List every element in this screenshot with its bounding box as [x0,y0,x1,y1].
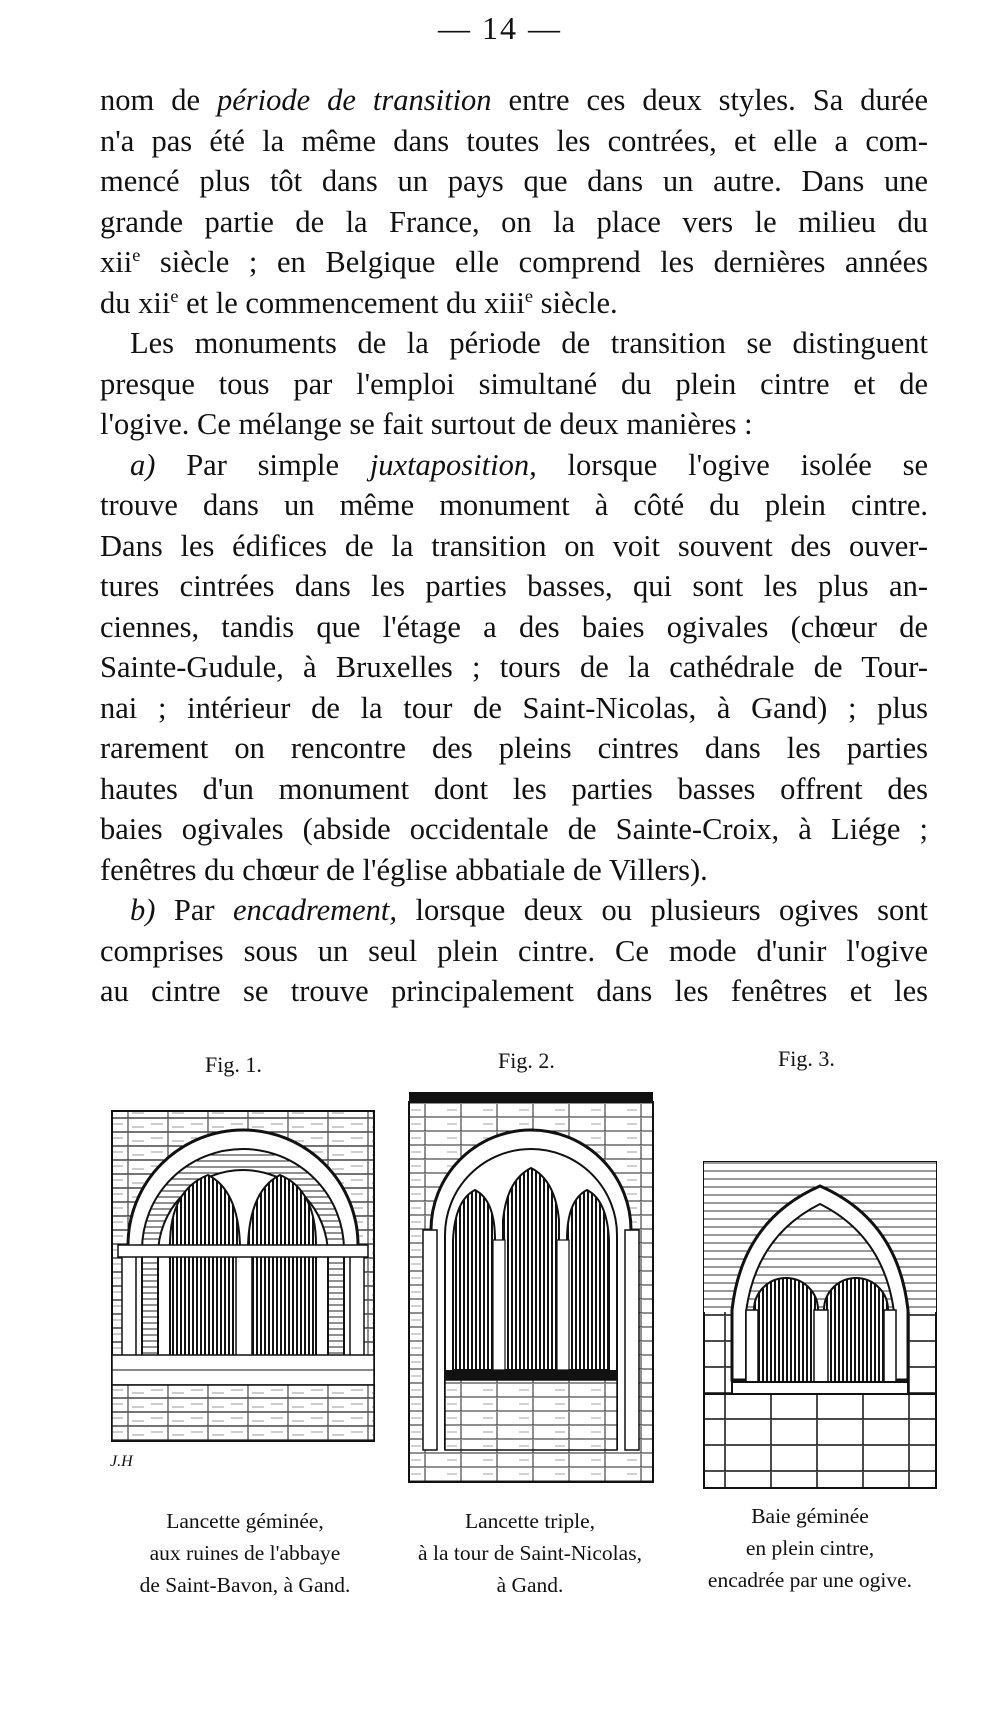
figure-2-caption-line-3: à Gand. [496,1573,564,1597]
figure-2-caption-line-1: Lancette triple, [464,1509,596,1533]
emphasis-encadrement: encadrement, [233,893,398,927]
figure-1-caption [100,1505,390,1601]
paragraph-4-line-1: b) Par encadrement, lorsque deux ou plusieurs ogives sont [130,893,928,927]
paragraph-3-line-9: hautes d'un monument dont les parties basses offrent des [100,771,928,806]
list-marker-b: b) [130,893,156,927]
figure-2-illustration [407,1090,655,1485]
paragraph-2-line-2: presque tous par l'emploi simultané du plein cintre et de [100,366,928,401]
paragraph-3-line-1: a) Par simple juxtaposition, lorsque l'ogive isolée se [130,447,928,482]
paragraph-1-line-3: mencé plus tôt dans un pays que dans un autre. Dans une [100,164,928,198]
paragraph-3-line-7: nai ; intérieur de la tour de Saint-Nicolas, à Gand) ; plus [100,690,928,725]
paragraph-4-line-2: comprises sous un seul plein cintre. Ce mode d'unir l'ogive [100,933,928,968]
body-text [100,80,928,1012]
figure-3-caption-line-2: en plein cintre, [745,1536,875,1560]
paragraph-4-line-3: au cintre se trouve principalement dans les fenêtres et les [100,974,928,1008]
paragraph-3-line-6: Sainte-Gudule, à Bruxelles ; tours de la cathédrale de Tour- [100,650,928,684]
paragraph-1-line-4: grande partie de la France, on la place vers le milieu du [100,204,928,239]
paragraph-1-line-1: nom de période de transition entre ces deux styles. Sa durée [100,83,928,117]
paragraph-1-line-6: du xii$^e$ et le commencement du xiii$^e$ siècle. [100,285,618,320]
page-number: — 14 — [438,10,562,46]
list-marker-a: a) [130,447,156,482]
figure-1-signature: J.H [110,1453,133,1470]
figure-2-label: Fig. 2. [498,1048,555,1073]
paragraph-3-line-8: rarement on rencontre des pleins cintres dans les parties [100,731,928,765]
figure-1-caption-line-1: Lancette géminée, [166,1509,324,1533]
paragraph-3-line-2: trouve dans un même monument à côté du plein cintre. [100,488,928,522]
figure-3-caption-line-1: Baie géminée [751,1504,869,1528]
figure-3-caption-line-3: encadrée par une ogive. [707,1568,913,1592]
paragraph-1-line-2: n'a pas été la même dans toutes les contrées, et elle a com- [100,123,928,158]
figure-1-caption-line-3: de Saint-Bavon, à Gand. [139,1573,351,1597]
paragraph-3-line-3: Dans les édifices de la transition on voit souvent des ouver- [100,528,928,563]
figure-1-caption-line-2: aux ruines de l'abbaye [149,1541,341,1565]
paragraph-3-line-4: tures cintrées dans les parties basses, qui sont les plus an- [100,569,928,603]
paragraph-2-line-3: l'ogive. Ce mélange se fait surtout de deux manières : [100,407,753,441]
figure-2-caption-line-2: à la tour de Saint-Nicolas, [418,1541,642,1565]
figure-3-caption [665,1500,955,1596]
paragraph-3-line-11: fenêtres du chœur de l'église abbatiale de Villers). [100,852,708,887]
paragraph-3-line-10: baies ogivales (abside occidentale de Sainte-Croix, à Liége ; [100,812,928,846]
figure-3-label: Fig. 3. [778,1046,835,1071]
emphasis-periode-de-transition: période de transition [216,83,492,117]
figure-1-label: Fig. 1. [205,1052,262,1077]
figure-3-illustration [702,1160,938,1490]
emphasis-juxtaposition: juxtaposition, [369,447,537,482]
figure-1-illustration [108,1105,378,1485]
figure-2-caption [385,1505,675,1601]
paragraph-2-line-1: Les monuments de la période de transition se distinguent [130,326,928,360]
paragraph-1-line-5: xii$^e$ siècle ; en Belgique elle comprend les dernières années [100,244,928,279]
paragraph-3-line-5: ciennes, tandis que l'étage a des baies ogivales (chœur de [100,609,928,644]
